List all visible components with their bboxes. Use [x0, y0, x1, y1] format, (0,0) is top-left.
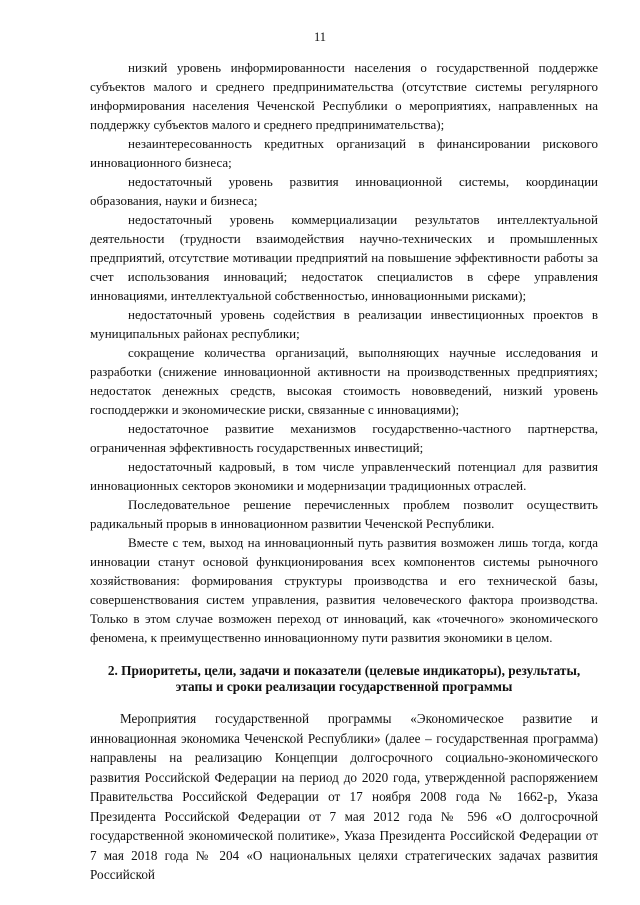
paragraph: сокращение количества организаций, выполняющих научные исследования и разработки (снижение инновационной активности на производственных предприятиях; недостаток денежных средств, высокая стоимость нововведений, низкий уровень господдержки и экономические риски, связанные с инновациями);	[90, 345, 598, 417]
paragraph: низкий уровень информированности населения о государственной поддержке субъектов малого и среднего предпринимательства (отсутствие системы регулярного информирования населения Чеченской Республики о мероприятиях, направленных на поддержку субъектов малого и среднего предпринимательства);	[90, 60, 598, 132]
page-number: 11	[313, 30, 327, 44]
paragraph: недостаточный кадровый, в том числе управленческий потенциал для развития инновационных секторов экономики и модернизации традиционных отраслей.	[90, 459, 598, 493]
paragraph: Последовательное решение перечисленных проблем позволит осуществить радикальный прорыв в инновационном развитии Чеченской Республики.	[90, 497, 598, 531]
paragraph: Мероприятия государственной программы «Экономическое развитие и инновационная экономика Чеченской Республики» (далее – государственная программа) направлены на реализацию Концепции долгосрочного социально-экономического развития Российской Федерации на период до 2020 года, утвержденной распоряжением Правительства Российской Федерации от 17 ноября 2008 года № 1662-р, Указа Президента Российской Федерации от 7 мая 2012 года № 596 «О долгосрочной государственной экономической политике», Указа Президента Российской Федерации от 7 мая 2018 года № 204 «О национальных целяхи стратегических задачах развития Российской	[90, 711, 598, 882]
section-heading: 2. Приоритеты, цели, задачи и показатели (целевые индикаторы), результаты, этапы и сроки реализации государственной программы	[107, 663, 581, 694]
section-body	[90, 709, 598, 885]
paragraph: незаинтересованность кредитных организаций в финансировании рискового инновационного бизнеса;	[90, 136, 598, 170]
paragraph: недостаточный уровень развития инновационной системы, координации образования, науки и бизнеса;	[90, 174, 598, 208]
paragraph: недостаточное развитие механизмов государственно-частного партнерства, ограниченная эффективность государственных инвестиций;	[90, 421, 598, 455]
document-body	[90, 58, 598, 885]
paragraph: Вместе с тем, выход на инновационный путь развития возможен лишь тогда, когда инновации станут основой функционирования всех компонентов системы рыночного хозяйствования: формирования структуры производства и его технической базы, совершенствования систем управления, развития человеческого фактора производства. Только в этом случае возможен переход от инноваций, как «точечного» экономического феномена, к преимущественно инновационному пути развития экономики в целом.	[90, 535, 598, 645]
paragraph: недостаточный уровень содействия в реализации инвестиционных проектов в муниципальных районах республики;	[90, 307, 598, 341]
paragraph: недостаточный уровень коммерциализации результатов интеллектуальной деятельности (трудности взаимодействия научно-технических и промышленных предприятий, отсутствие мотивации предприятий на повышение эффективности работы за счет использования инноваций; недостаток специалистов в сфере управления инновациями, интеллектуальной собственностью, инновационными рисками);	[90, 212, 598, 303]
